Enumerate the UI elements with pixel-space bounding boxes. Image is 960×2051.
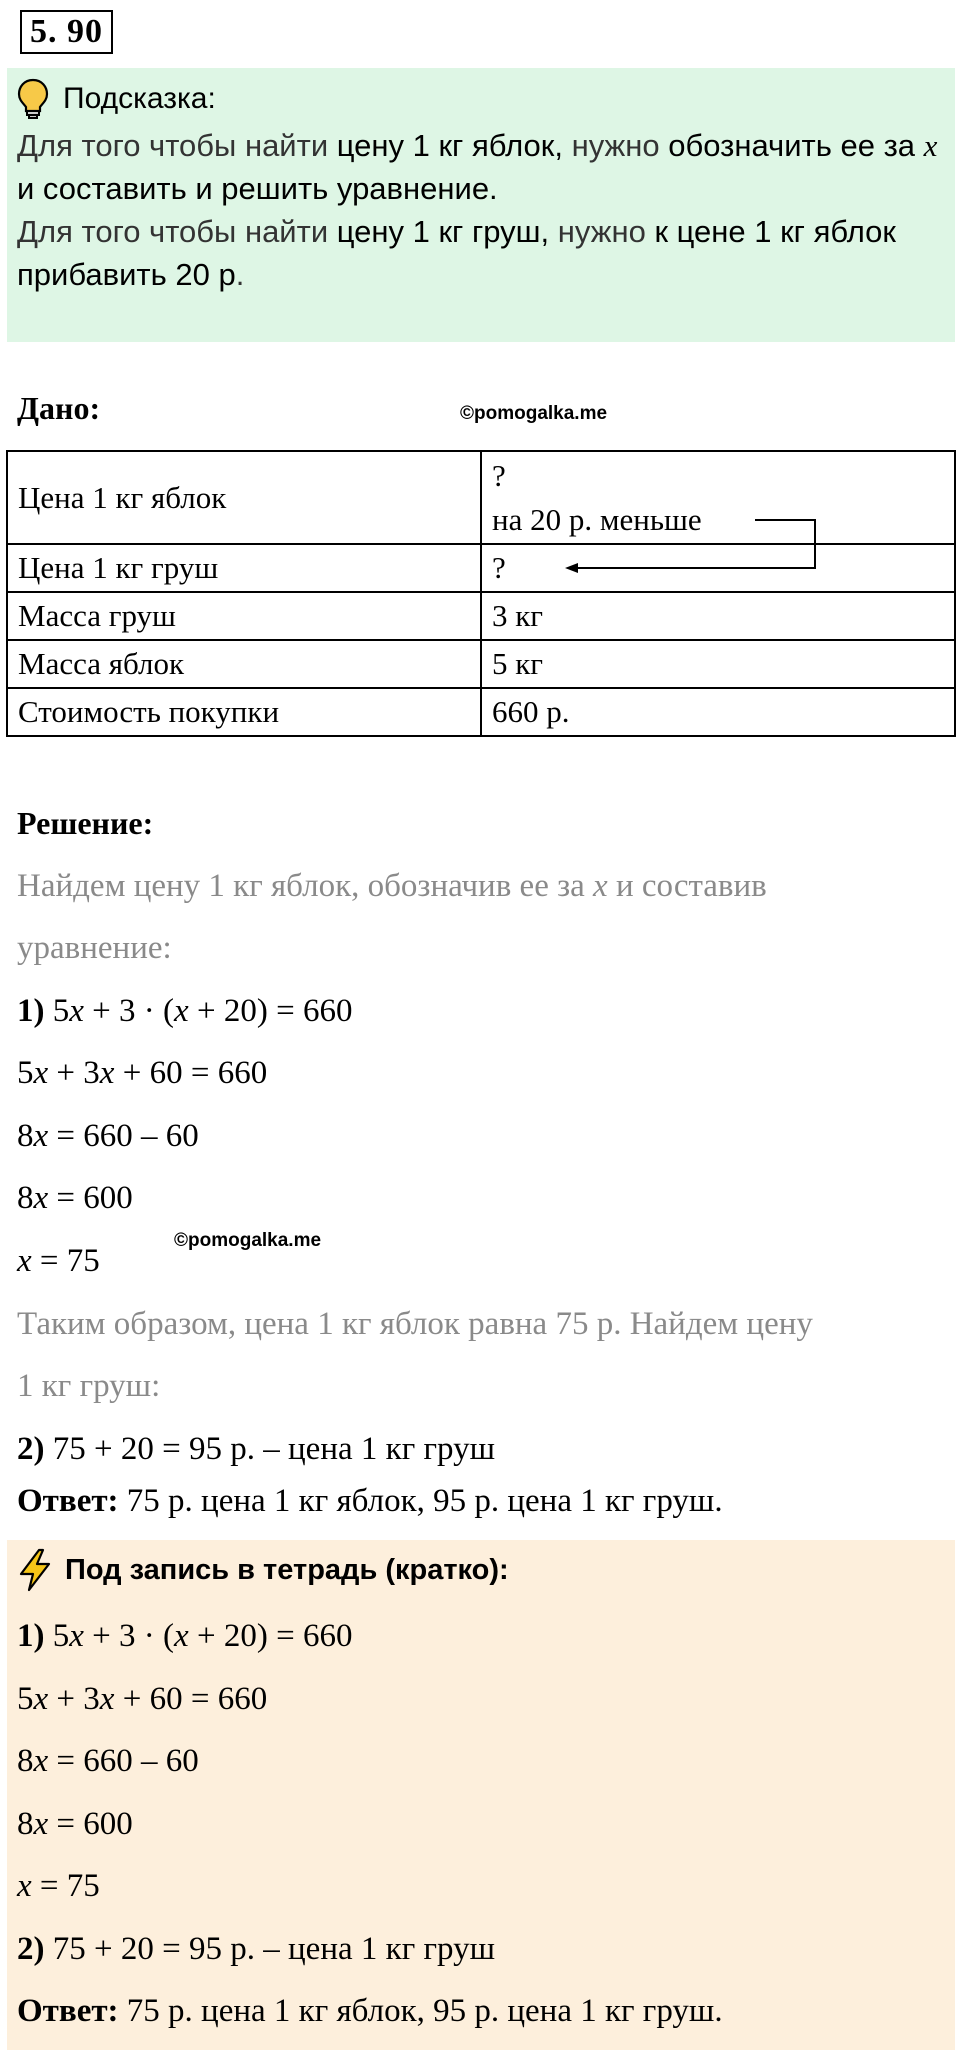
hint-text: нужно <box>562 128 669 163</box>
equation-line <box>17 991 352 1031</box>
equation-line: 8x = 600 <box>17 1180 133 1216</box>
hint-emph: обозначить ее за <box>668 128 924 163</box>
hint-text: нужно <box>549 214 655 249</box>
watermark: ©pomogalka.me <box>460 403 608 424</box>
hint-title <box>17 78 216 120</box>
solution-intro <box>17 866 767 906</box>
table-row <box>7 451 955 544</box>
equation-line <box>17 1616 352 1656</box>
hint-text: Для того чтобы найти <box>17 128 337 163</box>
answer-label: Ответ: <box>17 1483 119 1519</box>
table-cell-value-line: на 20 р. меньше <box>492 501 702 537</box>
solution-title: Решение: <box>17 805 154 841</box>
table-row <box>7 688 955 736</box>
step-number: 1) <box>17 993 45 1029</box>
table-row <box>7 544 955 592</box>
table-cell-value: ? <box>481 544 955 592</box>
table-cell-value: 660 р. <box>481 688 955 736</box>
solution-intro-cont: уравнение: <box>17 930 172 966</box>
table-cell-label: Масса груш <box>7 592 481 640</box>
equation-line <box>17 1929 495 1969</box>
answer-line <box>17 1991 723 2031</box>
hint-body <box>17 124 952 296</box>
lightbulb-icon <box>17 78 49 120</box>
lightning-icon <box>17 1548 53 1592</box>
text: Найдем цену 1 кг яблок, обозначив ее за <box>17 868 594 904</box>
table-cell-label: Цена 1 кг груш <box>7 544 481 592</box>
notebook-title <box>17 1548 509 1592</box>
hint-emph: цену 1 кг яблок, <box>336 128 563 163</box>
table-cell-value <box>481 451 955 544</box>
table-cell-value-line: ? <box>492 457 506 493</box>
step-number: 2) <box>17 1931 45 1967</box>
table-cell-value: 5 кг <box>481 640 955 688</box>
equation-line: 5x + 3x + 60 = 660 <box>17 1055 268 1091</box>
step-number: 1) <box>17 1618 45 1654</box>
given-title: Дано: <box>17 390 101 426</box>
notebook-title-text: Под запись в тетрадь (кратко): <box>65 1554 509 1586</box>
equation-line: x = 75 <box>17 1243 100 1279</box>
hint-variable: x <box>923 128 938 163</box>
answer-label: Ответ: <box>17 1993 119 2029</box>
equation: 5x + 3 · (x + 20) = 660 <box>52 993 353 1029</box>
equation-line <box>17 1429 495 1469</box>
equation-line: 5x + 3x + 60 = 660 <box>17 1681 268 1717</box>
table-row <box>7 640 955 688</box>
table-cell-label: Масса яблок <box>7 640 481 688</box>
hint-title-text: Подсказка: <box>63 82 216 115</box>
variable: x <box>593 868 608 904</box>
table-row <box>7 592 955 640</box>
answer-text: 75 р. цена 1 кг яблок, 95 р. цена 1 кг груш. <box>118 1993 723 2029</box>
watermark: ©pomogalka.me <box>174 1230 322 1251</box>
equation: 75 + 20 = 95 р. – цена 1 кг груш <box>52 1931 496 1967</box>
text: и составив <box>607 868 767 904</box>
table-cell-value: 3 кг <box>481 592 955 640</box>
given-table <box>6 450 956 737</box>
hint-text: Для того чтобы найти <box>17 214 337 249</box>
hint-emph: к цене 1 кг яблок прибавить 20 р <box>17 214 896 292</box>
hint-emph: и составить и решить уравнение. <box>17 171 498 206</box>
hint-emph: цену 1 кг груш, <box>336 214 550 249</box>
solution-mid: Таким образом, цена 1 кг яблок равна 75 р. Найдем цену <box>17 1306 813 1342</box>
equation: 75 + 20 = 95 р. – цена 1 кг груш <box>52 1431 496 1467</box>
table-cell-label: Стоимость покупки <box>7 688 481 736</box>
hint-text: . <box>235 257 245 292</box>
table-cell-label: Цена 1 кг яблок <box>7 451 481 544</box>
equation-line: 8x = 600 <box>17 1806 133 1842</box>
equation-line: 8x = 660 – 60 <box>17 1118 199 1154</box>
equation: 5x + 3 · (x + 20) = 660 <box>52 1618 353 1654</box>
step-number: 2) <box>17 1431 45 1467</box>
answer-text: 75 р. цена 1 кг яблок, 95 р. цена 1 кг груш. <box>118 1483 723 1519</box>
equation-line: 8x = 660 – 60 <box>17 1743 199 1779</box>
task-number: 5. 90 <box>20 10 113 54</box>
solution-mid-cont: 1 кг груш: <box>17 1368 161 1404</box>
answer-line <box>17 1481 723 1521</box>
equation-line: x = 75 <box>17 1868 100 1904</box>
